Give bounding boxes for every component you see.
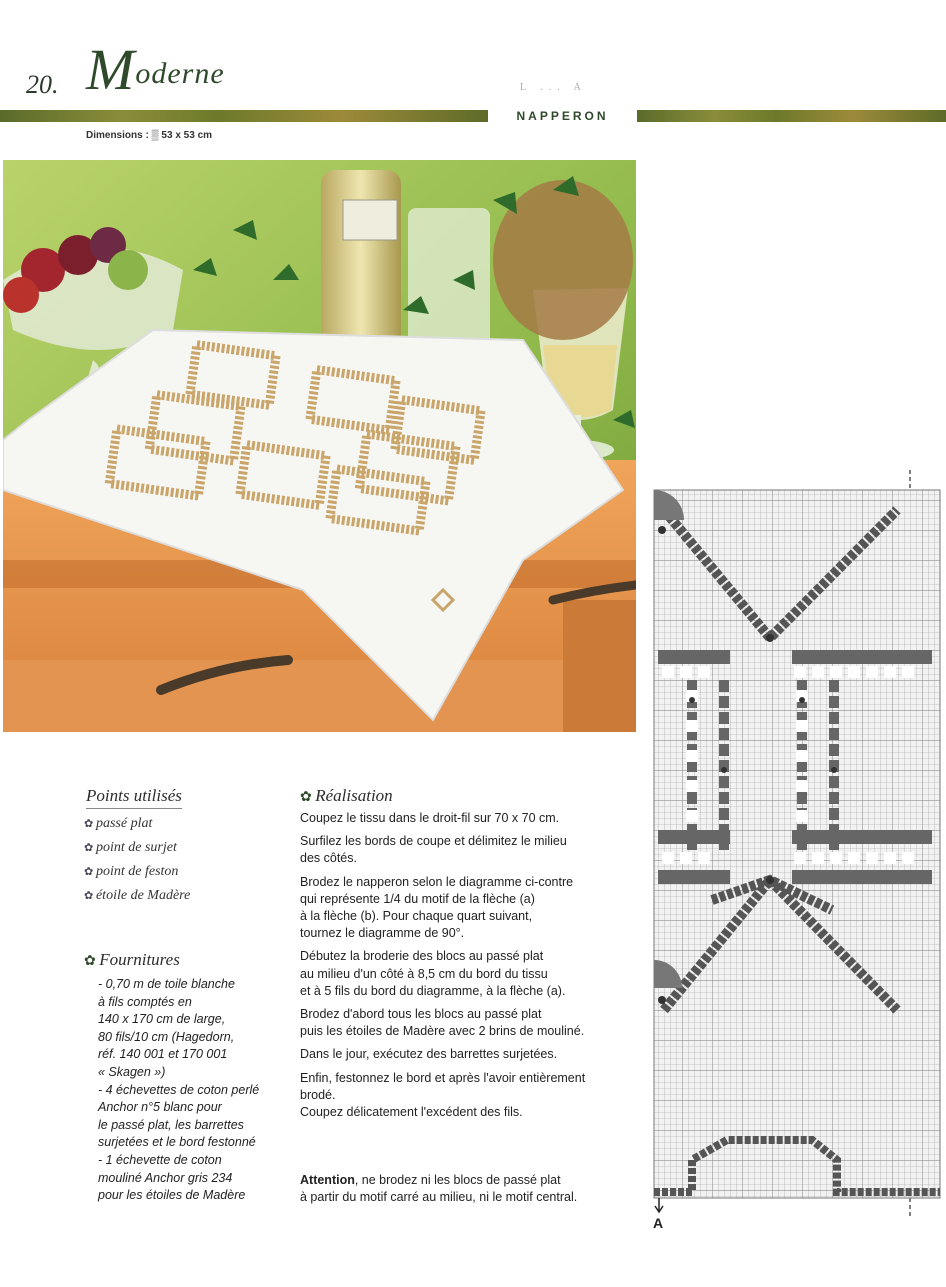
point-item: ✿ étoile de Madère <box>84 884 190 908</box>
attention-text: , ne brodez ni les blocs de passé plat à partir du motif carré au milieu, ni le motif central. <box>300 1173 578 1205</box>
photo-illustration <box>3 160 636 732</box>
points-heading: Points utilisés <box>86 786 182 809</box>
realisation-heading-text: Réalisation <box>315 786 393 805</box>
instruction-paragraph: Brodez d'abord tous les blocs au passé plat puis les étoiles de Madère avec 2 brins de mouliné. <box>300 1007 585 1039</box>
point-item: ✿ point de surjet <box>84 836 190 860</box>
page-number: 20. <box>26 70 59 99</box>
realisation-body <box>300 810 650 1127</box>
instruction-paragraph: Enfin, festonnez le bord et après l'avoir entièrement brodé. <box>300 1070 586 1102</box>
title-initial: M <box>86 37 136 102</box>
fournitures-heading-text: Fournitures <box>99 950 180 969</box>
flower-icon: ✿ <box>84 954 100 969</box>
realisation-heading <box>300 786 393 806</box>
instruction-paragraph: Débutez la broderie des blocs au passé plat au milieu d'un côté à 8,5 cm du bord du tissu et à 5 fils du bord du diagramme, à la flèche (a). <box>300 949 566 998</box>
napperon-photo <box>3 160 636 732</box>
fourniture-item: - 1 échevette de coton mouliné Anchor gris 234 pour les étoiles de Madère <box>98 1152 246 1203</box>
fourniture-item: - 0,70 m de toile blanche à fils comptés en 140 x 170 cm de large, 80 fils/10 cm (Hagedorn, réf. 140 001 et 170 001 « Skagen ») <box>98 977 235 1079</box>
instruction-paragraph: Coupez le tissu dans le droit-fil sur 70 x 70 cm. <box>300 811 560 825</box>
title-rest: oderne <box>135 57 225 90</box>
project-label: NAPPERON <box>516 109 609 123</box>
arrow-label: A <box>653 1215 664 1231</box>
faint-header-text: L ... A <box>520 82 587 93</box>
section-title <box>86 36 225 103</box>
decorative-band-left <box>0 110 488 122</box>
point-item: ✿ passé plat <box>84 812 190 836</box>
dimensions-text: Dimensions : ▒ 53 x 53 cm <box>86 130 213 141</box>
fourniture-item: - 4 échevettes de coton perlé Anchor n°5 blanc pour le passé plat, les barrettes surjetées et le bord festonné <box>98 1082 260 1150</box>
fournitures-list <box>98 976 298 1205</box>
fournitures-heading <box>84 950 180 970</box>
points-list <box>84 812 190 908</box>
embroidery-chart <box>652 470 944 1232</box>
attention-note <box>300 1172 650 1206</box>
chart-grid <box>652 470 944 1232</box>
attention-label: Attention <box>300 1173 355 1187</box>
point-item: ✿ point de feston <box>84 860 190 884</box>
flower-icon: ✿ <box>300 790 316 805</box>
instruction-paragraph: Brodez le napperon selon le diagramme ci-contre qui représente 1/4 du motif de la flèche (a) à la flèche (b). Pour chaque quart suivant, tournez le diagramme de 90°. <box>300 874 574 941</box>
instruction-paragraph: Coupez délicatement l'excédent des fils. <box>300 1105 523 1120</box>
instruction-paragraph: Surfilez les bords de coupe et délimitez le milieu des côtés. <box>300 834 567 866</box>
instruction-paragraph: Dans le jour, exécutez des barrettes surjetées. <box>300 1047 558 1062</box>
decorative-band-right <box>637 110 946 122</box>
